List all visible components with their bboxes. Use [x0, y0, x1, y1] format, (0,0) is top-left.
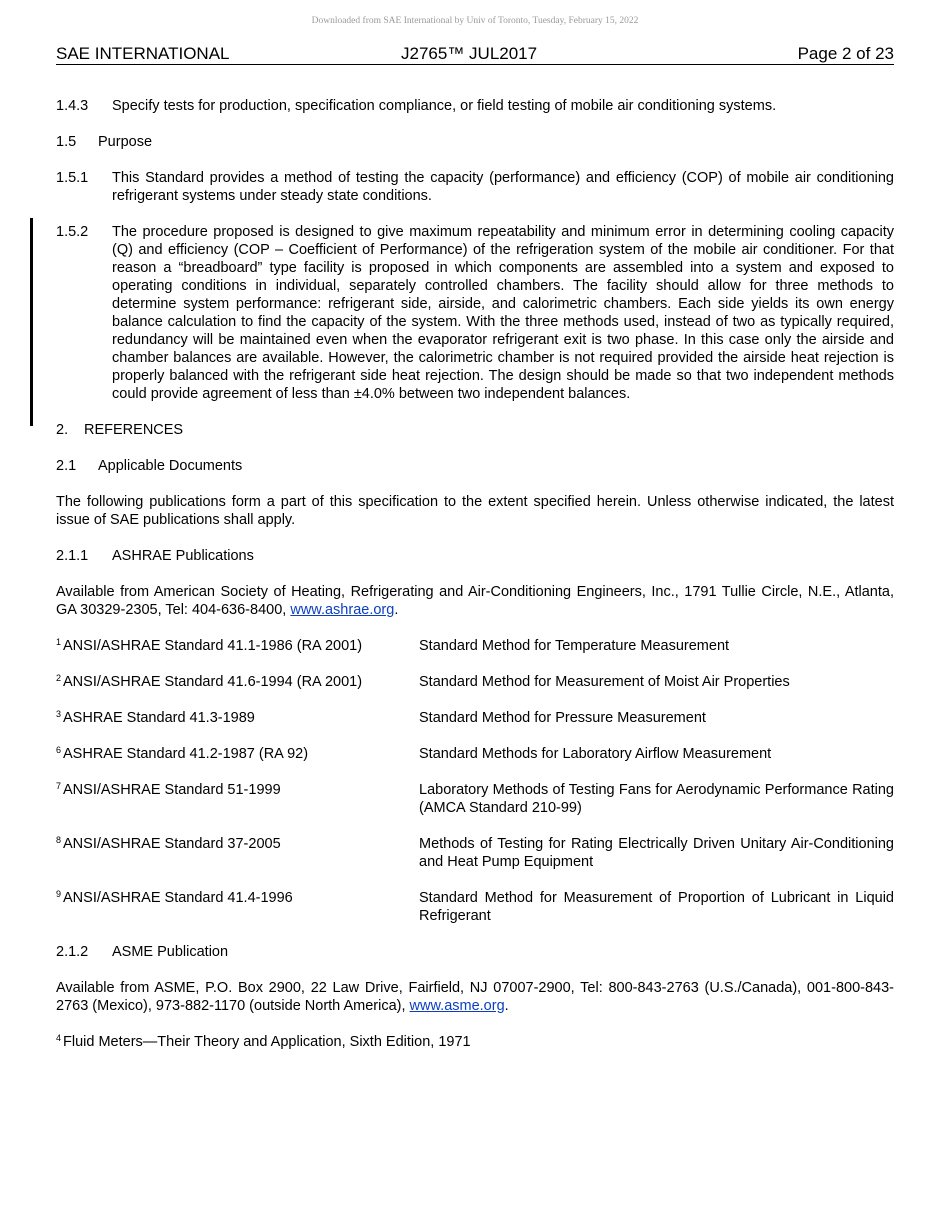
- section-heading: Applicable Documents: [98, 458, 243, 474]
- footnote-marker: 1: [56, 637, 62, 647]
- reference-row: [56, 889, 894, 925]
- reference-title: Methods of Testing for Rating Electrically Driven Unitary Air-Conditioning and Heat Pump Equipment: [419, 836, 894, 870]
- header-doc-id: J2765™ JUL2017: [401, 44, 538, 63]
- header-page-number: Page 2 of 23: [797, 44, 894, 63]
- section-text: This Standard provides a method of testing the capacity (performance) and efficiency (COP) of mobile air conditioning refrigerant systems under steady state conditions.: [112, 170, 894, 204]
- standard-name: ANSI/ASHRAE Standard 37-2005: [63, 836, 281, 852]
- section-2-1: [56, 457, 894, 475]
- reference-standard: [56, 637, 419, 655]
- revision-change-bar: [30, 218, 33, 426]
- section-number: 2.1: [56, 458, 77, 474]
- asme-reference: [56, 1033, 894, 1051]
- section-number: 2.: [56, 422, 69, 438]
- section-1-4-3: [56, 97, 894, 115]
- reference-row: [56, 673, 894, 691]
- standard-name: ANSI/ASHRAE Standard 41.6-1994 (RA 2001): [63, 674, 363, 690]
- reference-title: Laboratory Methods of Testing Fans for Aerodynamic Performance Rating (AMCA Standard 210-99): [419, 782, 894, 816]
- standard-name: ANSI/ASHRAE Standard 51-1999: [63, 782, 281, 798]
- section-heading: ASME Publication: [112, 944, 229, 960]
- footnote-marker: 8: [56, 835, 62, 845]
- footnote-marker: 6: [56, 745, 62, 755]
- footnote-marker: 3: [56, 709, 62, 719]
- section-1-5-2: [56, 223, 894, 403]
- section-number: 1.5.1: [56, 170, 89, 186]
- reference-row: [56, 781, 894, 817]
- standard-name: ANSI/ASHRAE Standard 41.1-1986 (RA 2001): [63, 638, 363, 654]
- page-header: [56, 44, 894, 65]
- standard-name: ASHRAE Standard 41.2-1987 (RA 92): [63, 746, 309, 762]
- header-org: SAE INTERNATIONAL: [56, 44, 230, 63]
- document-body: [56, 97, 894, 1069]
- punctuation: .: [394, 602, 399, 618]
- reference-row: [56, 637, 894, 655]
- section-2: [56, 421, 894, 439]
- reference-row: [56, 835, 894, 871]
- download-watermark: Downloaded from SAE International by Univ of Toronto, Tuesday, February 15, 2022: [311, 16, 639, 26]
- footnote-marker: 7: [56, 781, 62, 791]
- section-1-5-1: [56, 169, 894, 205]
- asme-reference-title: Fluid Meters—Their Theory and Application, Sixth Edition, 1971: [63, 1034, 471, 1050]
- footnote-marker: 9: [56, 889, 62, 899]
- asme-link[interactable]: www.asme.org: [409, 998, 505, 1014]
- reference-standard: [56, 835, 419, 871]
- reference-standard: [56, 745, 419, 763]
- section-heading: REFERENCES: [84, 422, 184, 438]
- reference-title: Standard Method for Measurement of Proportion of Lubricant in Liquid Refrigerant: [419, 890, 894, 924]
- footnote-marker: 2: [56, 673, 62, 683]
- section-number: 1.5.2: [56, 224, 89, 240]
- standard-name: ANSI/ASHRAE Standard 41.4-1996: [63, 890, 293, 906]
- asme-availability: [56, 979, 894, 1015]
- section-1-5: [56, 133, 894, 151]
- section-number: 2.1.2: [56, 944, 89, 960]
- reference-title: Standard Method for Measurement of Moist Air Properties: [419, 674, 790, 690]
- section-heading: ASHRAE Publications: [112, 548, 254, 564]
- reference-title: Standard Method for Pressure Measurement: [419, 710, 706, 726]
- reference-title: Standard Methods for Laboratory Airflow Measurement: [419, 746, 772, 762]
- footnote-marker: 4: [56, 1033, 62, 1043]
- reference-standard: [56, 673, 419, 691]
- punctuation: .: [504, 998, 509, 1014]
- section-text: The procedure proposed is designed to give maximum repeatability and minimum error in determining cooling capacity (Q) and efficiency (COP – Coefficient of Performance) of the refrigeration system of the mobile air conditioner. For that reason a “breadboard” type facility is proposed in which components are assembled into a system and exposed to operating conditions in individual, separately controlled chambers. The facility should allow for three methods to determine system performance: refrigerant side, airside, and calorimetric chambers. Each side yields its own energy balance calculation to find the capacity of the system. With the three methods used, instead of two as typically required, redundancy will be maintained even when the evaporator refrigerant exit is two phase. In this case only the airside and chamber balances are available. However, the calorimetric chamber is not required provided the airside heat rejection is properly balanced with the refrigerant side heat rejection. The design should be made so that two independent methods could provide agreement of less than ±4.0% between two independent balances.: [112, 224, 894, 402]
- ashrae-availability: [56, 583, 894, 619]
- reference-standard: [56, 781, 419, 817]
- standard-name: ASHRAE Standard 41.3-1989: [63, 710, 255, 726]
- section-2-1-1: [56, 547, 894, 565]
- section-2-1-2: [56, 943, 894, 961]
- section-number: 1.5: [56, 134, 77, 150]
- ashrae-availability-text: Available from American Society of Heating, Refrigerating and Air-Conditioning Engineers, Inc., 1791 Tullie Circle, N.E., Atlanta, GA 30329-2305, Tel: 404-636-8400,: [56, 584, 894, 618]
- asme-availability-text: Available from ASME, P.O. Box 2900, 22 Law Drive, Fairfield, NJ 07007-2900, Tel: 800-843-2763 (U.S./Canada), 001-800-843-2763 (Mexico), 973-882-1170 (outside North America),: [56, 980, 894, 1014]
- reference-title: Standard Method for Temperature Measurement: [419, 638, 730, 654]
- section-heading: Purpose: [98, 134, 153, 150]
- ashrae-link[interactable]: www.ashrae.org: [290, 602, 395, 618]
- section-number: 1.4.3: [56, 98, 89, 114]
- reference-standard: [56, 889, 419, 925]
- applicable-documents-text: The following publications form a part of this specification to the extent specified herein. Unless otherwise indicated, the latest issue of SAE publications shall apply.: [56, 494, 894, 528]
- section-text: Specify tests for production, specification compliance, or field testing of mobile air conditioning systems.: [112, 98, 777, 114]
- reference-row: [56, 709, 894, 727]
- reference-standard: [56, 709, 419, 727]
- section-number: 2.1.1: [56, 548, 89, 564]
- reference-row: [56, 745, 894, 763]
